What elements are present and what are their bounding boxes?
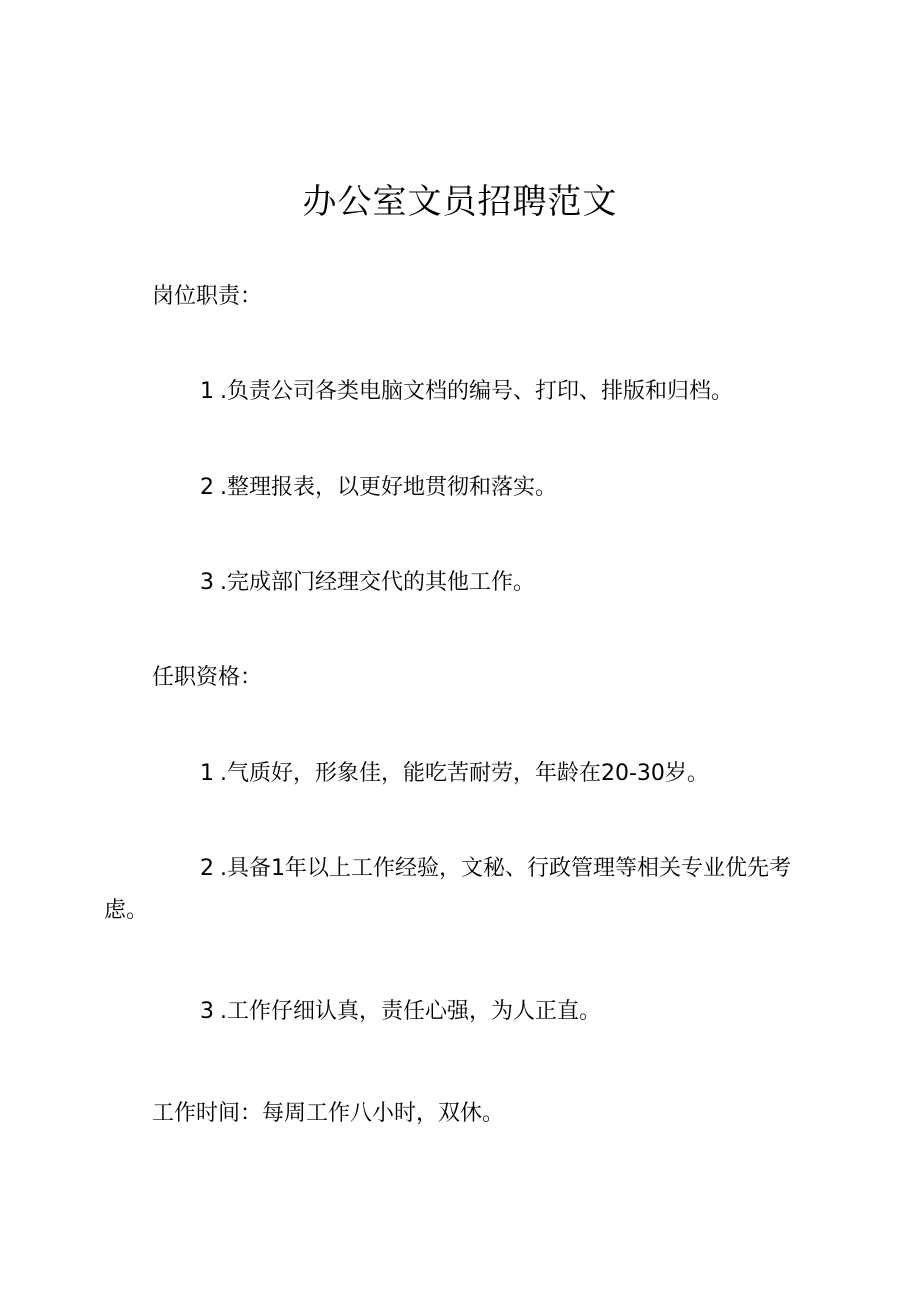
duties-heading: 岗位职责： bbox=[152, 284, 263, 309]
work-time: 工作时间：每周工作八小时，双休。 bbox=[152, 1101, 505, 1126]
duty-item-number: 3 bbox=[200, 570, 214, 595]
document-title: 办公室文员招聘范文 bbox=[302, 182, 618, 222]
qualification-item-number: 1 bbox=[200, 761, 214, 786]
qualification-item-2 bbox=[104, 848, 794, 932]
qualification-item-text: .工作仔细认真，责任心强，为人正直。 bbox=[220, 999, 601, 1024]
qualifications-heading: 任职资格： bbox=[152, 665, 263, 690]
duty-item-2 bbox=[104, 467, 794, 509]
duty-item-1 bbox=[104, 371, 794, 413]
duty-item-3 bbox=[104, 562, 794, 604]
qualification-item-number: 3 bbox=[200, 999, 214, 1024]
duty-item-text: .完成部门经理交代的其他工作。 bbox=[220, 570, 535, 595]
duty-item-number: 1 bbox=[200, 379, 214, 404]
qualification-item-number: 2 bbox=[200, 856, 214, 881]
qualification-item-1 bbox=[104, 753, 794, 795]
qualification-item-3 bbox=[104, 991, 794, 1033]
qualification-item-text: .气质好，形象佳，能吃苦耐劳，年龄在20-30岁。 bbox=[220, 761, 709, 786]
duty-item-number: 2 bbox=[200, 475, 214, 500]
duty-item-text: .整理报表，以更好地贯彻和落实。 bbox=[220, 475, 557, 500]
duty-item-text: .负责公司各类电脑文档的编号、打印、排版和归档。 bbox=[220, 379, 733, 404]
qualification-item-text: .具备1年以上工作经验，文秘、行政管理等相关专业优先考虑。 bbox=[104, 856, 791, 923]
